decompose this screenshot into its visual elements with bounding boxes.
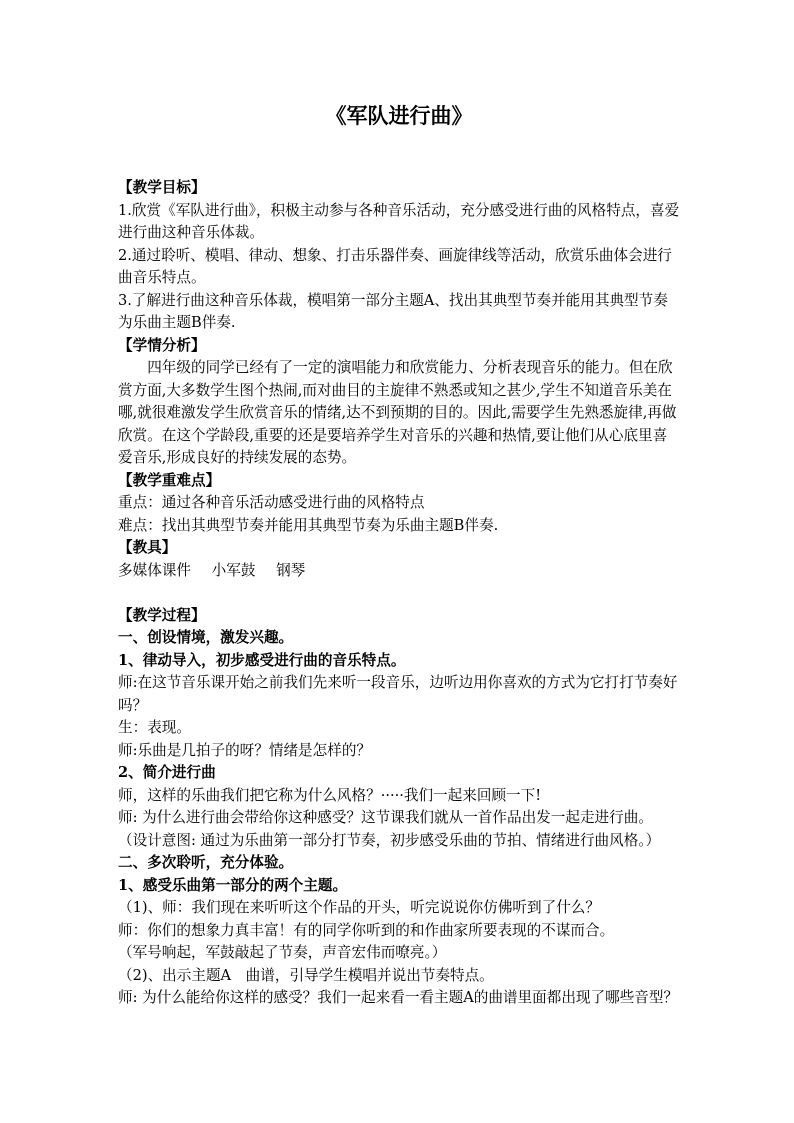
goals-heading: 【教学目标】 bbox=[118, 179, 206, 196]
key-heading: 【教学重难点】 bbox=[118, 471, 221, 489]
process-line: 师:乐曲是几拍子的呀？情绪是怎样的？ bbox=[118, 741, 372, 759]
tools-list bbox=[118, 560, 680, 583]
process-subheading: 1、律动导入，初步感受进行曲的音乐特点。 bbox=[118, 651, 406, 669]
key-point: 重点：通过各种音乐活动感受进行曲的风格特点 bbox=[118, 494, 425, 511]
process-subheading: 2、简介进行曲 bbox=[118, 764, 216, 781]
process-line: 生：表现。 bbox=[118, 719, 191, 736]
process-subheading: 一、创设情境，激发兴趣。 bbox=[118, 629, 294, 646]
process-line: （设计意图: 通过为乐曲第一部分打节奏，初步感受乐曲的节拍、情绪进行曲风格。） bbox=[118, 831, 661, 849]
process-list bbox=[118, 627, 680, 1010]
process-line: （1)、师：我们现在来听听这个作品的开头，听完说说你仿佛听到了什么？ bbox=[118, 899, 600, 916]
process-line: （军号响起，军鼓敲起了节奏，声音宏伟而嘹亮。） bbox=[118, 944, 447, 961]
process-line: （2)、出示主题A 曲谱，引导学生模唱并说出节奏特点。 bbox=[118, 966, 494, 984]
process-line: 师：你们的想象力真丰富！有的同学你听到的和作曲家所要表现的不谋而合。 bbox=[118, 921, 615, 939]
document-title: 《军队进行曲》 bbox=[325, 103, 473, 128]
tool-item: 多媒体课件 bbox=[118, 561, 191, 579]
spacer bbox=[118, 582, 680, 605]
process-line: 师: 为什么进行曲会带给你这种感受？这节课我们就从一首作品出发一起走进行曲。 bbox=[118, 809, 653, 826]
goal-item: 3.了解进行曲这种音乐体裁，模唱第一部分主题A、找出其典型节奏并能用其典型节奏为乐曲主题B伴奏. bbox=[118, 291, 668, 331]
process-subheading: 1、感受乐曲第一部分的两个主题。 bbox=[118, 876, 348, 894]
process-line: 师:在这节音乐课开始之前我们先来听一段音乐，边听边用你喜欢的方式为它打打节奏好吗？ bbox=[118, 674, 678, 714]
process-heading: 【教学过程】 bbox=[118, 606, 206, 624]
process-line: 师: 为什么能给你这样的感受？我们一起来看一看主题A的曲谱里面都出现了哪些音型？ bbox=[118, 989, 679, 1006]
goal-item: 2.通过聆听、模唱、律动、想象、打击乐器伴奏、画旋律线等活动，欣赏乐曲体会进行曲音乐特点。 bbox=[118, 246, 672, 286]
document-body bbox=[118, 177, 680, 1010]
process-line: 师，这样的乐曲我们把它称为什么风格？·····我们一起来回顾一下! bbox=[118, 786, 542, 804]
analysis-heading: 【学情分析】 bbox=[118, 336, 206, 354]
tool-item: 钢琴 bbox=[276, 561, 306, 579]
tool-item: 小军鼓 bbox=[211, 561, 256, 579]
difficulty-point: 难点：找出其典型节奏并能用其典型节奏为乐曲主题B伴奏. bbox=[118, 516, 499, 534]
tools-heading: 【教具】 bbox=[118, 539, 177, 556]
process-subheading: 二、多次聆听，充分体验。 bbox=[118, 854, 294, 871]
analysis-paragraph: 四年级的同学已经有了一定的演唱能力和欣赏能力、分析表现音乐的能力。但在欣赏方面,大多数学生图个热闹,而对曲目的主旋律不熟悉或知之甚少,学生不知道音乐美在哪,就很难激发学生欣赏音乐的情绪,达不到预期的目的。因此,需要学生先熟悉旋律,再做欣赏。在这个学龄段,重要的还是要培养学生对音乐的兴趣和热情,要让他们从心底里喜爱音乐,形成良好的持续发展的态势。 bbox=[118, 359, 677, 466]
goal-item: 1.欣赏《军队进行曲》，积极主动参与各种音乐活动，充分感受进行曲的风格特点，喜爱进行曲这种音乐体裁。 bbox=[118, 201, 680, 241]
